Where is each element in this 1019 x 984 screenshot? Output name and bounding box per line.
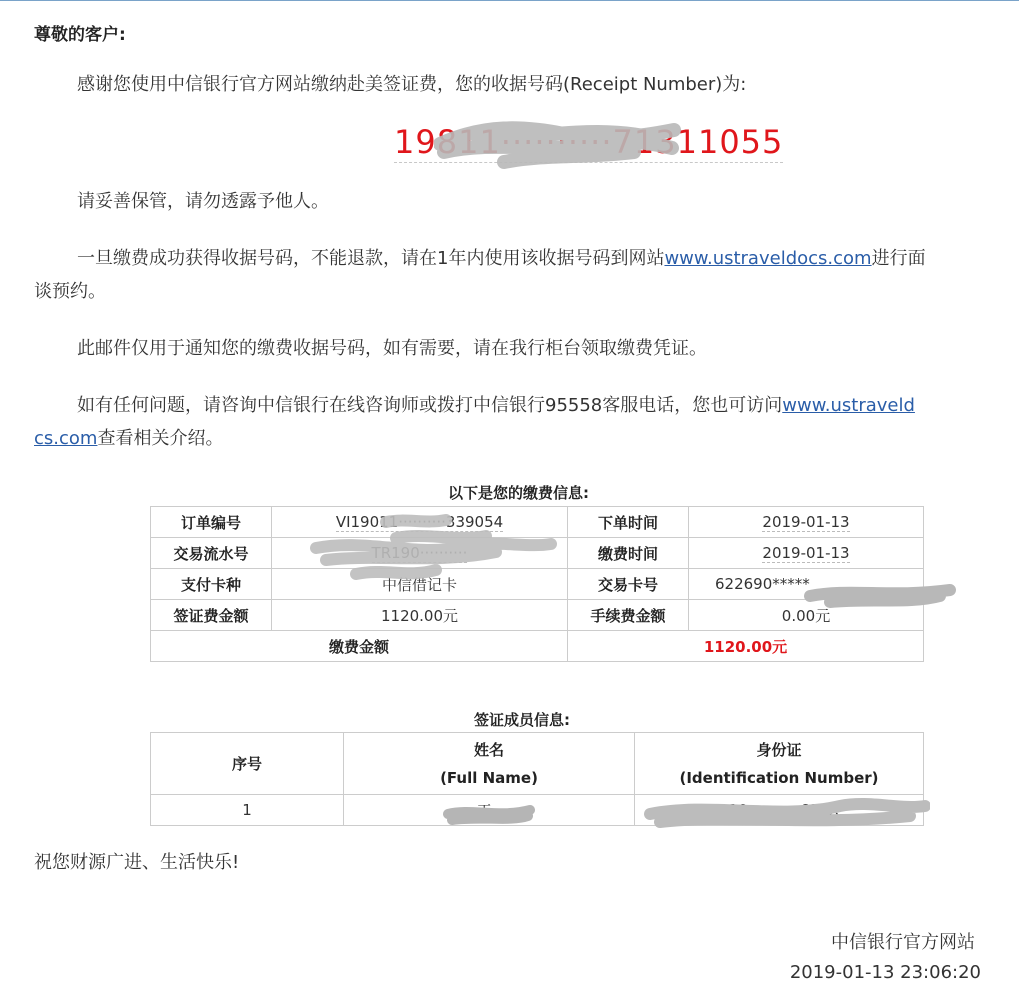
ustraveldocs-link-part1[interactable]: www.ustraveld: [782, 395, 915, 416]
receipt-number: 19811··········71311055: [394, 123, 784, 161]
id-header-cn: 身份证: [756, 740, 802, 759]
order-time-label: 下单时间: [568, 507, 689, 538]
members-table: [150, 732, 924, 826]
contact-text: 如有任何问题，请咨询中信银行在线咨询师或拨打中信银行95558客服电话，您也可访问: [77, 395, 783, 416]
greeting: 尊敬的客户:: [34, 25, 126, 45]
keep-safe-paragraph: [34, 186, 1019, 218]
refund-paragraph-line2: [34, 276, 1019, 308]
intro-paragraph: [34, 69, 1019, 101]
id-header-en: (Identification Number): [679, 768, 879, 787]
refund-text-line2: 谈预约。: [34, 281, 106, 302]
refund-text: 一旦缴费成功获得收据号码，不能退款，请在1年内使用该收据号码到网站: [77, 248, 665, 269]
contact-paragraph-line2: [34, 423, 1019, 455]
name-header-cn: 姓名: [473, 740, 504, 759]
total-label: 缴费金额: [151, 631, 568, 662]
table-row: [151, 631, 924, 662]
table-row: [151, 600, 924, 631]
txn-no-label: 交易流水号: [151, 538, 272, 569]
closing-wish: 祝您财源广进、生活快乐!: [34, 852, 240, 873]
contact-text-tail: 查看相关介绍。: [97, 428, 224, 449]
member-id: [635, 795, 924, 826]
refund-paragraph-line1: [34, 243, 1019, 275]
payment-info-title: 以下是您的缴费信息:: [448, 484, 589, 502]
name-header: [344, 733, 635, 795]
service-fee-label: 手续费金额: [568, 600, 689, 631]
total-value: 1120.00元: [568, 631, 924, 662]
email-notice-text: 此邮件仅用于通知您的缴费收据号码，如有需要，请在我行柜台领取缴费凭证。: [77, 338, 707, 359]
txn-no-value: TR190··········: [371, 544, 468, 562]
name-header-en: (Full Name): [440, 768, 538, 787]
pay-time-label: 缴费时间: [568, 538, 689, 569]
ustraveldocs-link-part2[interactable]: cs.com: [34, 428, 98, 449]
seq-header: 序号: [151, 733, 344, 795]
table-row: [151, 538, 924, 569]
members-info-title: 签证成员信息:: [474, 711, 570, 729]
visa-fee-value: 1120.00元: [272, 600, 568, 631]
email-notice-paragraph: [34, 333, 1019, 365]
member-seq: 1: [151, 795, 344, 826]
id-header: [635, 733, 924, 795]
sent-datetime: 2019-01-13 23:06:20: [789, 962, 981, 983]
contact-paragraph-line1: [34, 390, 1019, 422]
card-no-label: 交易卡号: [568, 569, 689, 600]
member-name: 王··: [344, 795, 635, 826]
payment-table: [150, 506, 924, 662]
table-row: [151, 507, 924, 538]
ustraveldocs-link[interactable]: www.ustraveldocs.com: [664, 248, 872, 269]
signature: 中信银行官方网站: [831, 932, 975, 953]
table-row: [151, 569, 924, 600]
member-id-value: 110···········612X: [719, 801, 839, 819]
order-time-value: 2019-01-13: [762, 513, 850, 531]
txn-no-cell: [272, 538, 568, 569]
pay-time-cell: [689, 538, 924, 569]
order-no-cell: [272, 507, 568, 538]
order-time-cell: [689, 507, 924, 538]
card-type-value: 中信借记卡: [272, 569, 568, 600]
top-divider: [0, 0, 1019, 1]
table-row: [151, 733, 924, 795]
pay-time-value: 2019-01-13: [762, 544, 850, 562]
refund-text-tail: 进行面: [871, 248, 926, 269]
keep-safe-text: 请妥善保管，请勿透露予他人。: [77, 191, 329, 212]
table-row: [151, 795, 924, 826]
intro-text: 感谢您使用中信银行官方网站缴纳赴美签证费，您的收据号码(Receipt Number)为:: [77, 74, 747, 95]
service-fee-value: 0.00元: [689, 600, 924, 631]
order-no-value: VI19011··········339054: [335, 513, 504, 531]
card-no-value: 622690*****: [689, 569, 924, 600]
visa-fee-label: 签证费金额: [151, 600, 272, 631]
order-no-label: 订单编号: [151, 507, 272, 538]
card-type-label: 支付卡种: [151, 569, 272, 600]
